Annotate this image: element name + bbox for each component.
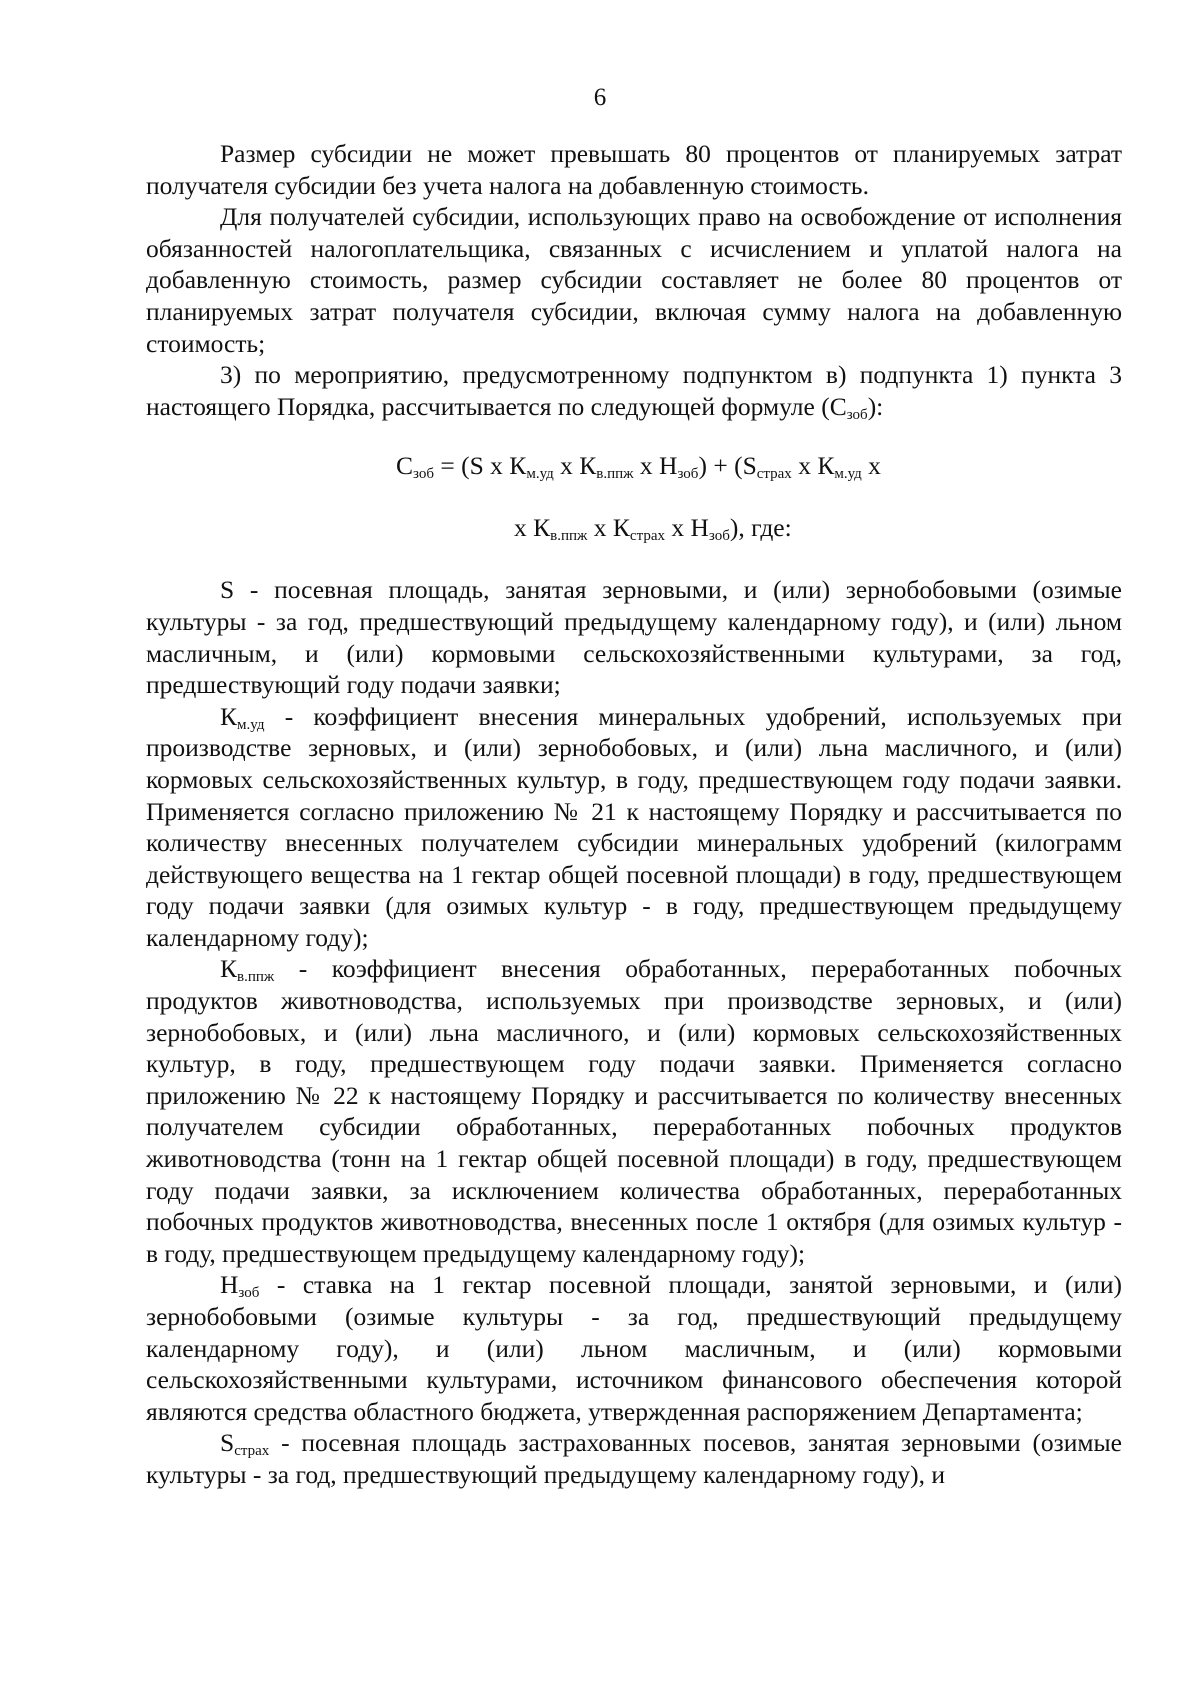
item-3-subscript: зоб	[846, 406, 868, 423]
definition-symbol: К	[220, 954, 238, 984]
definition-subscript: м.уд	[237, 716, 265, 733]
definition-text: - коэффициент внесения обработанных, переработанных побочных продуктов животноводства, используемых при производстве зерновых, и (или) зернобобовых, и (или) льна масличного, и (или) кормовых сельскохозяйственных культур, в году, предшествующем году подачи заявки. Применяется согласно приложению № 22 к настоящему Порядку и рассчитывается по количеству внесенных получателем субсидии обработанных, переработанных побочных продуктов животноводства (тонн на 1 гектар общей посевной площади) в году, предшествующем году подачи заявки, за исключением количества обработанных, переработанных побочных продуктов животноводства, внесенных после 1 октября (для озимых культур - в году, предшествующем предыдущему календарному году);	[146, 954, 1122, 1268]
page-number: 6	[593, 84, 607, 111]
definition-text: - посевная площадь застрахованных посевов, занятая зерновыми (озимые культуры - за год, предшествующий предыдущему календарному году), и	[146, 1428, 1122, 1489]
paragraph-subsidy-limit: Размер субсидии не может превышать 80 процентов от планируемых затрат получателя субсидии без учета налога на добавленную стоимость.	[146, 139, 1122, 200]
document-body	[146, 138, 1122, 1491]
formula-text: x К	[553, 451, 597, 481]
definition-subscript: в.ппж	[237, 969, 275, 986]
formula-subscript: в.ппж	[550, 528, 588, 545]
definition-s: S - посевная площадь, занятая зерновыми, и (или) зернобобовыми (озимые культуры - за год, предшествующий предыдущему календарному году), и (или) льном масличным, и (или) кормовыми сельскохозяйственными культурами, за год, предшествующий году подачи заявки;	[146, 575, 1122, 700]
formula-subscript: зоб	[708, 528, 730, 545]
formula-text: x Н	[664, 513, 709, 543]
formula-subscript: зоб	[677, 466, 699, 483]
definition-text: - ставка на 1 гектар посевной площади, занятой зерновыми, и (или) зернобобовыми (озимые культуры - за год, предшествующий предыдущему календарному году), и (или) льном масличным, и (или) кормовыми сельскохозяйственными культурами, источником финансового обеспечения которой являются средства областного бюджета, утвержденная распоряжением Департамента;	[146, 1270, 1122, 1426]
formula-line-2	[146, 512, 1122, 544]
definition-symbol: Н	[220, 1270, 239, 1300]
formula-subscript: страх	[629, 528, 665, 545]
formula-subscript: м.уд	[834, 466, 862, 483]
definition-k-vppzh	[146, 953, 1122, 1269]
formula-text: x Н	[633, 451, 678, 481]
formula-text: ), где:	[729, 513, 792, 543]
formula-subscript: зоб	[413, 466, 434, 483]
definition-h-zob	[146, 1269, 1122, 1427]
paragraph-item-3	[146, 359, 1122, 422]
definition-symbol: К	[220, 701, 238, 731]
formula-subscript: страх	[756, 466, 792, 483]
definition-s-strah	[146, 1427, 1122, 1490]
formula-text: x	[861, 451, 881, 481]
definition-subscript: страх	[234, 1443, 270, 1460]
definition-text: - коэффициент внесения минеральных удобрений, используемых при производстве зерновых, и (или) зернобобовых, и (или) льна масличного, и (или) кормовых сельскохозяйственных культур, в году, предшествующем году подачи заявки. Применяется согласно приложению № 21 к настоящему Порядку и рассчитывается по количеству внесенных получателем субсидии минеральных удобрений (килограмм действующего вещества на 1 гектар общей посевной площади) в году, предшествующем году подачи заявки (для озимых культур - в году, предшествующем предыдущему календарному году);	[146, 701, 1122, 952]
definition-subscript: зоб	[238, 1285, 260, 1302]
formula-text: = (S x К	[434, 451, 527, 481]
formula-subscript: в.ппж	[596, 466, 634, 483]
item-3-text: 3) по мероприятию, предусмотренному подпунктом в) подпункта 1) пункта 3 настоящего Порядка, рассчитывается по следующей формуле (С	[146, 360, 1122, 421]
definition-k-mud	[146, 701, 1122, 954]
item-3-end: ):	[867, 391, 884, 421]
formula-subscript: м.уд	[526, 466, 554, 483]
formula-text: x К	[791, 451, 835, 481]
formula-symbol: С	[396, 451, 414, 481]
formula-line-1	[146, 450, 1122, 482]
definition-symbol: S	[220, 1428, 235, 1458]
formula-text: x К	[587, 513, 630, 543]
formula-text: ) + (S	[698, 451, 757, 481]
formula-text: x К	[514, 513, 551, 543]
paragraph-vat-exempt: Для получателей субсидии, использующих право на освобождение от исполнения обязанностей налогоплательщика, связанных с исчислением и уплатой налога на добавленную стоимость, размер субсидии составляет не более 80 процентов от планируемых затрат получателя субсидии, включая сумму налога на добавленную стоимость;	[146, 202, 1122, 358]
